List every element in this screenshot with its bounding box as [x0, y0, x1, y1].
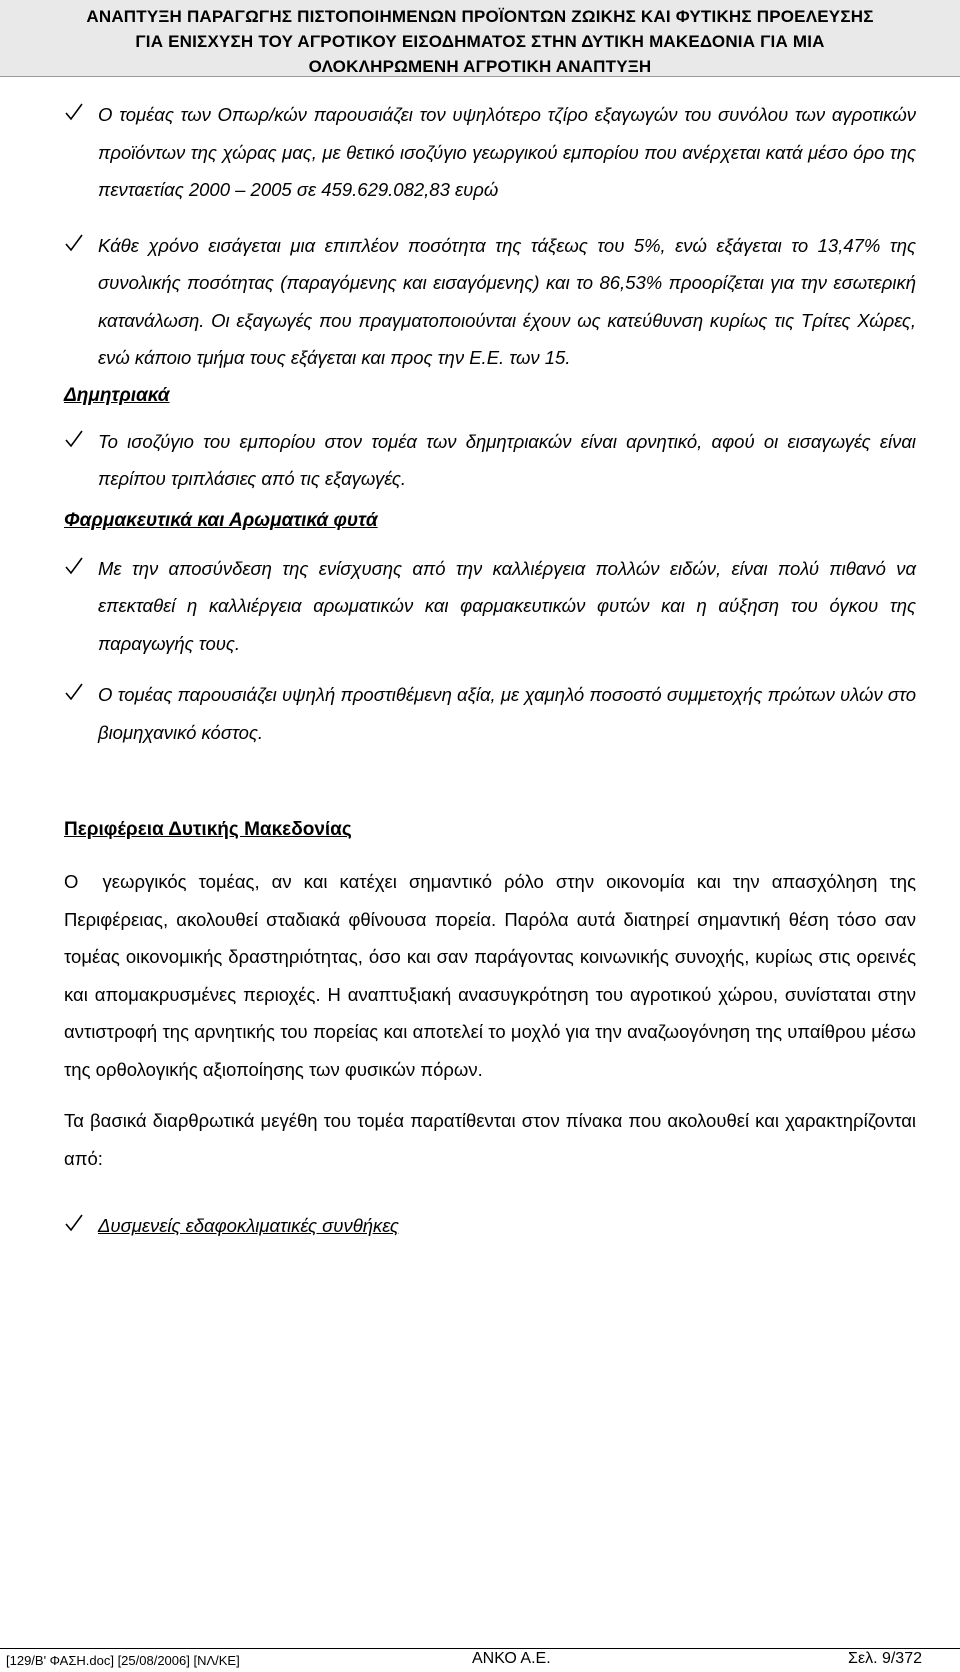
footer-page-number: Σελ. 9/372: [848, 1650, 922, 1667]
bullet-text: Κάθε χρόνο εισάγεται μια επιπλέον ποσότητα της τάξεως του 5%, ενώ εξάγεται το 13,47% της συνολικής ποσότητας (παραγόμενης και εισαγόμενης) και το 86,53% προορίζεται για την εσωτερική κατανάλωση. Οι εξαγωγές που πραγματοποιούνται έχουν ως κατεύθυνση κυρίως τις Τρίτες Χώρες, ενώ κάποιο τμήμα τους εξάγεται και προς την Ε.Ε. των 15.: [98, 234, 916, 368]
bullet-item: [64, 227, 916, 377]
bullet-text: Το ισοζύγιο του εμπορίου στον τομέα των δημητριακών είναι αρνητικό, αφού οι εισαγωγές είναι περίπου τριπλάσιες από τις εξαγωγές.: [98, 430, 916, 489]
checkmark-icon: [64, 682, 86, 704]
checkmark-icon: [64, 233, 86, 255]
page-header: [0, 0, 960, 77]
bullet-text: Ο τομέας των Οπωρ/κών παρουσιάζει τον υψηλότερο τζίρο εξαγωγών του συνόλου των αγροτικών προϊόντων της χώρας μας, με θετικό ισοζύγιο γεωργικού εμπορίου που ανέρχεται κατά μέσο όρο της πενταετίας 2000 – 2005 σε 459.629.082,83 ευρώ: [98, 104, 916, 200]
region-paragraph-2: Τα βασικά διαρθρωτικά μεγέθη του τομέα παρατίθενται στον πίνακα που ακολουθεί και χαρακτηρίζονται από:: [64, 1110, 916, 1169]
bullet-text: Δυσμενείς εδαφοκλιματικές συνθήκες: [98, 1215, 399, 1236]
section-heading-cereals: Δημητριακά: [64, 384, 170, 406]
footer-company: ΑΝΚΟ Α.Ε.: [472, 1650, 551, 1667]
bullet-item: [64, 96, 916, 209]
checkmark-icon: [64, 102, 86, 124]
header-line-1: ΑΝΑΠΤΥΞΗ ΠΑΡΑΓΩΓΗΣ ΠΙΣΤΟΠΟΙΗΜΕΝΩΝ ΠΡΟΪΟΝΤΩΝ ΖΩΙΚΗΣ ΚΑΙ ΦΥΤΙΚΗΣ ΠΡΟΕΛΕΥΣΗΣ: [86, 7, 874, 26]
bullet-item: [64, 423, 916, 498]
header-line-2: ΓΙΑ ΕΝΙΣΧΥΣΗ ΤΟΥ ΑΓΡΟΤΙΚΟΥ ΕΙΣΟΔΗΜΑΤΟΣ ΣΤΗΝ ΔΥΤΙΚΗ ΜΑΚΕΔΟΝΙΑ ΓΙΑ ΜΙΑ: [135, 32, 825, 51]
region-heading: Περιφέρεια Δυτικής Μακεδονίας: [64, 819, 352, 840]
checkmark-icon: [64, 556, 86, 578]
bullet-text: Ο τομέας παρουσιάζει υψηλή προστιθέμενη αξία, με χαμηλό ποσοστό συμμετοχής πρώτων υλών στο βιομηχανικό κόστος.: [98, 684, 916, 743]
bullet-item: [64, 1207, 916, 1245]
document-body: [64, 96, 922, 1245]
section-heading-herbs: Φαρμακευτικά και Αρωματικά φυτά: [64, 509, 378, 531]
checkmark-icon: [64, 429, 86, 451]
bullet-item: [64, 550, 916, 663]
bullet-text: Με την αποσύνδεση της ενίσχυσης από την καλλιέργεια πολλών ειδών, είναι πολύ πιθανό να επεκταθεί η καλλιέργεια αρωματικών και φαρμακευτικών φυτών και η αύξηση του όγκου της παραγωγής τους.: [98, 557, 916, 654]
checkmark-icon: [64, 1213, 86, 1235]
region-paragraph-1: Ο γεωργικός τομέας, αν και κατέχει σημαντικό ρόλο στην οικονομία και την απασχόληση της Περιφέρειας, ακολουθεί σταδιακά φθίνουσα πορεία. Παρόλα αυτά διατηρεί σημαντική θέση τόσο σαν τομέας οικονομικής δραστηριότητας, όσο και σαν παράγοντας κοινωνικής συνοχής, κυρίως στις ορεινές και απομακρυσμένες περιοχές. Η αναπτυξιακή ανασυγκρότηση του αγροτικού χώρου, συνίσταται στην αντιστροφή της αρνητικής του πορείας και αποτελεί το μοχλό για την αναζωογόνηση της υπαίθρου μέσω της ορθολογικής αξιοποίησης των φυσικών πόρων.: [64, 871, 922, 1080]
bullet-item: [64, 676, 916, 751]
page-footer: [0, 1648, 960, 1672]
header-line-3: ΟΛΟΚΛΗΡΩΜΕΝΗ ΑΓΡΟΤΙΚΗ ΑΝΑΠΤΥΞΗ: [308, 57, 652, 76]
footer-doc-info: [129/Β' ΦΑΣΗ.doc] [25/08/2006] [ΝΛ/ΚΕ]: [6, 1653, 240, 1668]
